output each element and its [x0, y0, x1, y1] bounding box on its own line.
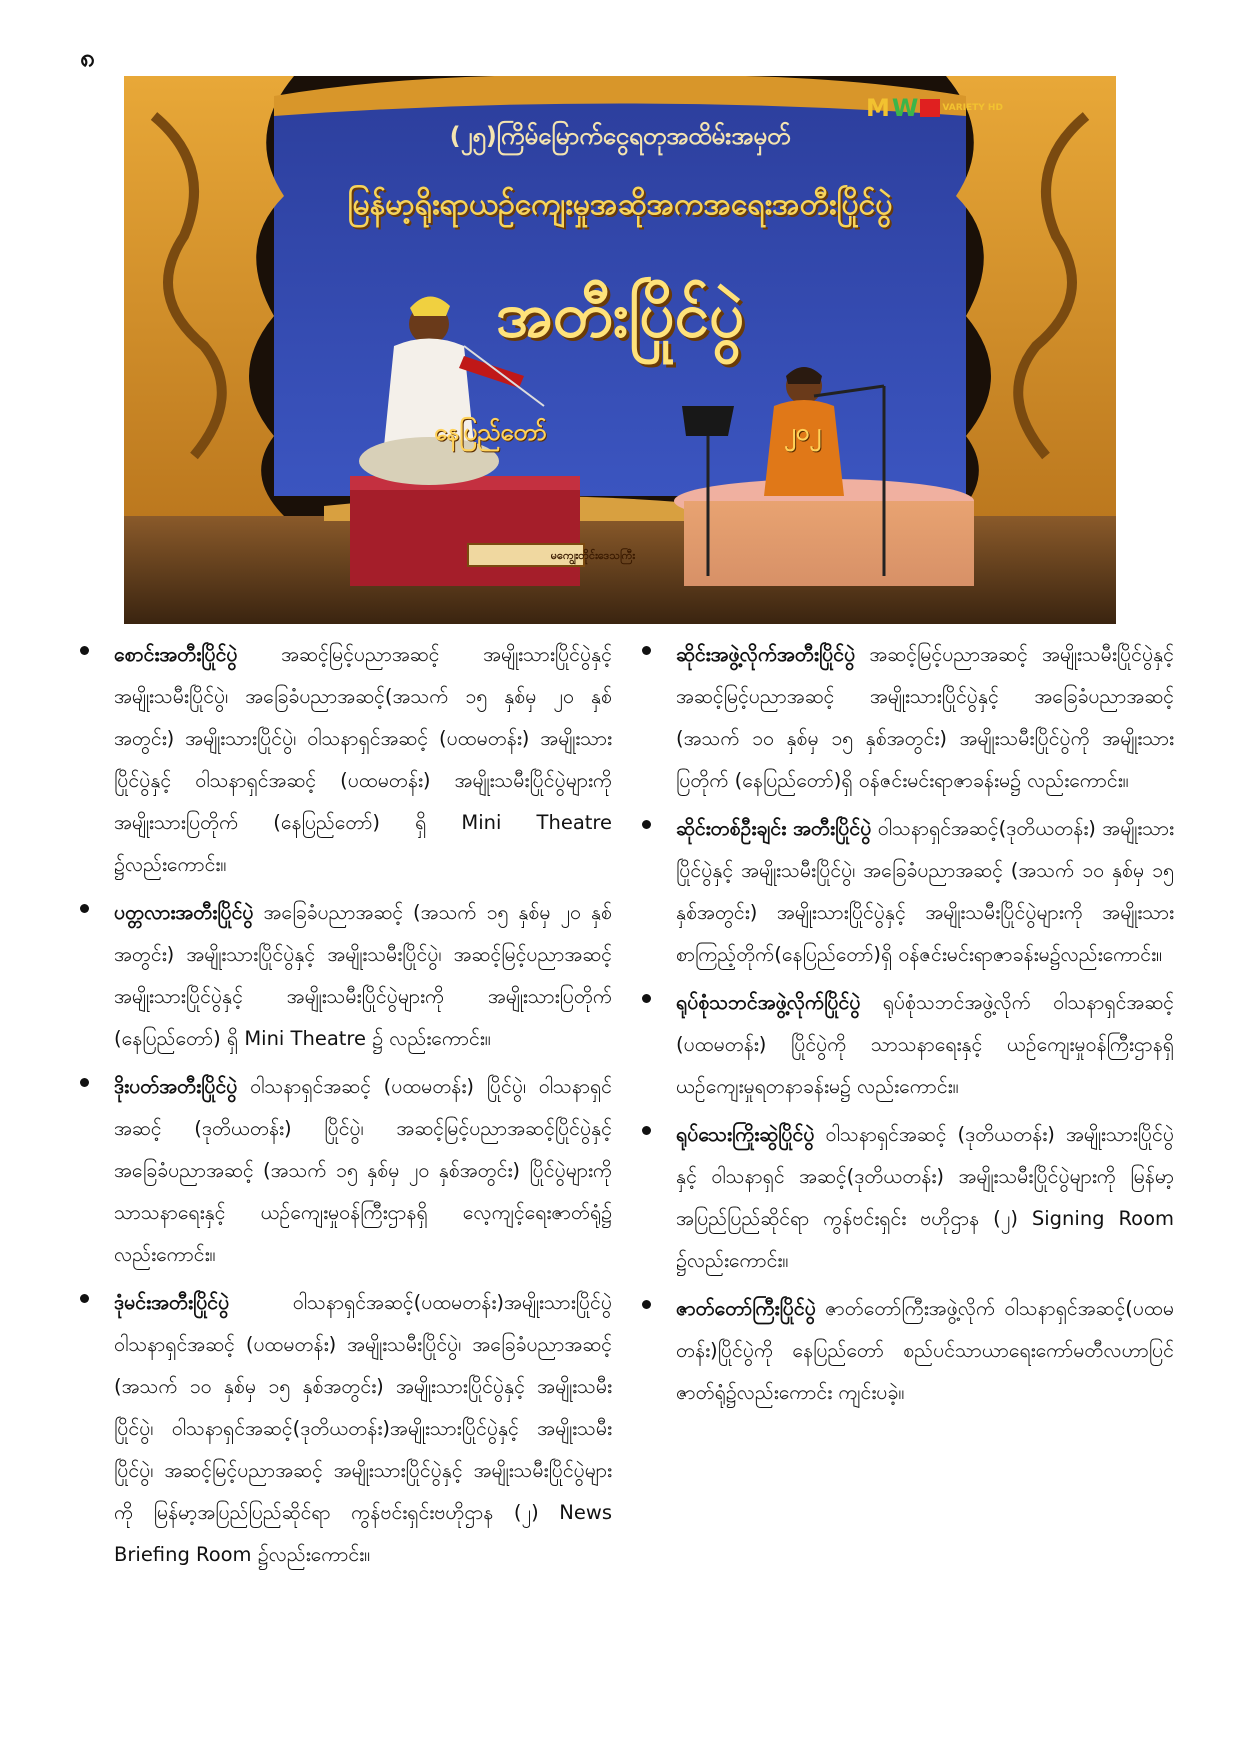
list-item: [72, 634, 612, 886]
list-item-body: အဆင့်မြင့်ပညာအဆင့် အမျိုးသားပြိုင်ပွဲနှင့် အမျိုးသမီးပြိုင်ပွဲ၊ အခြေခံပညာအဆင့်(အသက် ၁၅ နှစ်မှ ၂၀ နှစ်အတွင်း) အမျိုးသားပြိုင်ပွဲ၊ ဝါသနာရှင်အဆင့် (ပထမတန်း) အမျိုးသားပြိုင်ပွဲနှင့် ဝါသနာရှင်အဆင့် (ပထမတန်း) အမျိုးသမီးပြိုင်ပွဲများကို အမျိုးသားပြတိုက် (နေပြည်တော်) ရှိ Mini Theatre ၌လည်းကောင်း။: [114, 643, 612, 876]
banner-subtitle: (၂၅)ကြိမ်မြောက်ငွေရတုအထိမ်းအမှတ်: [449, 122, 791, 150]
list-item-text: [114, 1282, 612, 1576]
list-item-text: [114, 1066, 612, 1276]
podium-label: မကျွေးတိုင်းဒေသကြီး: [550, 549, 636, 562]
list-item-title: ရုပ်သေးကြိုးဆွဲပြိုင်ပွဲ: [676, 1123, 815, 1146]
list-item-text: [676, 634, 1174, 802]
list-item: [634, 1288, 1174, 1414]
list-item: [634, 634, 1174, 802]
bullet-icon: [80, 646, 89, 655]
list-item-text: [676, 982, 1174, 1108]
list-item-title: ပတ္တလားအတီးပြိုင်ပွဲ: [114, 901, 254, 924]
list-item-text: [114, 634, 612, 886]
left-podium: [350, 476, 580, 586]
list-item-title: ဆိုင်းတစ်ဦးချင်း အတီးပြိုင်ပွဲ: [676, 817, 872, 840]
logo-red-box: [920, 99, 940, 117]
bullet-icon: [642, 994, 651, 1003]
bullet-icon: [80, 1078, 89, 1087]
list-item-text: [676, 1288, 1174, 1414]
list-item-body: ဝါသနာရှင်အဆင့်(ဒုတိယတန်း) အမျိုးသားပြိုင်ပွဲနှင့် အမျိုးသမီးပြိုင်ပွဲ၊ အခြေခံပညာအဆင့် (အသက် ၁၀ နှစ်မှ ၁၅ နှစ်အတွင်း) အမျိုးသားပြိုင်ပွဲနှင့် အမျိုးသမီးပြိုင်ပွဲများကို အမျိုးသားစာကြည့်တိုက်(နေပြည်တော်)ရှိ ဝန်ဇင်းမင်းရာဇာခန်းမ၌လည်းကောင်း။: [676, 817, 1175, 966]
banner-title: အတီးပြိုင်ပွဲ: [495, 278, 745, 351]
list-item-title: ရုပ်စုံသဘင်အဖွဲ့လိုက်ပြိုင်ပွဲ: [676, 991, 861, 1014]
list-item-text: [676, 808, 1174, 976]
list-item-body: အဆင့်မြင့်ပညာအဆင့် အမျိုးသမီးပြိုင်ပွဲနှင့် အဆင့်မြင့်ပညာအဆင့် အမျိုးသားပြိုင်ပွဲနှင့် အခြေခံပညာအဆင့် (အသက် ၁၀ နှစ်မှ ၁၅ နှစ်အတွင်း) အမျိုးသမီးပြိုင်ပွဲကို အမျိုးသားပြတိုက် (နေပြည်တော်)ရှိ ဝန်ဇင်းမင်းရာဇာခန်းမ၌ လည်းကောင်း။: [676, 643, 1174, 792]
list-item-body: ရုပ်စုံသဘင်အဖွဲ့လိုက် ဝါသနာရှင်အဆင့် (ပထမတန်း) ပြိုင်ပွဲကို သာသနာရေးနှင့် ယဉ်ကျေးမှုဝန်ကြီးဌာနရှိ ယဉ်ကျေးမှုရတနာခန်းမ၌ လည်းကောင်း။: [676, 991, 1174, 1098]
list-item: [634, 1114, 1174, 1282]
banner-year: ၂၀၂: [784, 418, 822, 446]
list-item-text: [114, 892, 612, 1060]
logo-letter-m: M: [866, 94, 890, 122]
list-item-body: ဇာတ်တော်ကြီးအဖွဲ့လိုက် ဝါသနာရှင်အဆင့်(ပထမတန်း)ပြိုင်ပွဲကို နေပြည်တော် စည်ပင်သာယာရေးကော်မတီလဟာပြင် ဇာတ်ရုံ၌လည်းကောင်း ကျင်းပခဲ့။: [676, 1297, 1174, 1404]
left-column: [72, 634, 612, 1582]
banner-place: နေပြည်တော်: [434, 418, 547, 446]
list-item-title: ဆိုင်းအဖွဲ့လိုက်အတီးပြိုင်ပွဲ: [676, 643, 856, 666]
logo-variety: VARIETY HD: [942, 103, 1003, 113]
list-item-title: ဇာတ်တော်ကြီးပြိုင်ပွဲ: [676, 1297, 816, 1320]
list-item-body: ဝါသနာရှင်အဆင့် (ပထမတန်း) ပြိုင်ပွဲ၊ ဝါသနာရှင်အဆင့် (ဒုတိယတန်း) ပြိုင်ပွဲ၊ အဆင့်မြင့်ပညာအဆင့်ပြိုင်ပွဲနှင့် အခြေခံပညာအဆင့် (အသက် ၁၅ နှစ်မှ ၂၀ နှစ်အတွင်း) ပြိုင်ပွဲများကို သာသနာရေးနှင့် ယဉ်ကျေးမှုဝန်ကြီးဌာနရှိ လေ့ကျင့်ရေးဇာတ်ရုံ၌ လည်းကောင်း။: [114, 1075, 612, 1266]
banner-heading: မြန်မာ့ရိုးရာယဉ်ကျေးမှုအဆိုအကအရေးအတီးပြိုင်ပွဲ: [347, 187, 893, 222]
bullet-icon: [80, 1294, 89, 1303]
right-column: [634, 634, 1174, 1420]
list-item-body: ဝါသနာရှင်အဆင့်(ပထမတန်း)အမျိုးသားပြိုင်ပွဲ ဝါသနာရှင်အဆင့် (ပထမတန်း) အမျိုးသမီးပြိုင်ပွဲ၊ အခြေခံပညာအဆင့် (အသက် ၁၀ နှစ်မှ ၁၅ နှစ်အတွင်း) အမျိုးသားပြိုင်ပွဲနှင့် အမျိုးသမီးပြိုင်ပွဲ၊ ဝါသနာရှင်အဆင့်(ဒုတိယတန်း)အမျိုးသားပြိုင်ပွဲနှင့် အမျိုးသမီးပြိုင်ပွဲ၊ အဆင့်မြင့်ပညာအဆင့် အမျိုးသားပြိုင်ပွဲနှင့် အမျိုးသမီးပြိုင်ပွဲများကို မြန်မာ့အပြည်ပြည်ဆိုင်ရာ ကွန်ဗင်းရှင်းဗဟိုဌာန (၂) News Briefing Room ၌လည်းကောင်း။: [114, 1291, 612, 1566]
list-item: [634, 808, 1174, 976]
channel-logo: [866, 94, 1003, 122]
list-item: [72, 1066, 612, 1276]
list-item-title: စောင်းအတီးပြိုင်ပွဲ: [114, 643, 238, 666]
list-item-text: [676, 1114, 1174, 1282]
bullet-icon: [642, 820, 651, 829]
list-item: [72, 1282, 612, 1576]
bullet-icon: [642, 1300, 651, 1309]
list-item: [634, 982, 1174, 1108]
list-item-title: ဒိုးပတ်အတီးပြိုင်ပွဲ: [114, 1075, 238, 1098]
list-item-title: ဒုံမင်းအတီးပြိုင်ပွဲ: [114, 1291, 230, 1314]
list-item-body: ဝါသနာရှင်အဆင့် (ဒုတိယတန်း) အမျိုးသားပြိုင်ပွဲနှင့် ဝါသနာရှင် အဆင့်(ဒုတိယတန်း) အမျိုးသမီးပြိုင်ပွဲများကို မြန်မာ့အပြည်ပြည်ဆိုင်ရာ ကွန်ဗင်းရှင်း ဗဟိုဌာန (၂) Signing Room ၌လည်းကောင်း။: [676, 1123, 1174, 1272]
list-item-body: အခြေခံပညာအဆင့် (အသက် ၁၅ နှစ်မှ ၂၀ နှစ်အတွင်း) အမျိုးသားပြိုင်ပွဲနှင့် အမျိုးသမီးပြိုင်ပွဲ၊ အဆင့်မြင့်ပညာအဆင့် အမျိုးသားပြိုင်ပွဲနှင့် အမျိုးသမီးပြိုင်ပွဲများကို အမျိုးသားပြတိုက် (နေပြည်တော်) ရှိ Mini Theatre ၌ လည်းကောင်း။: [114, 901, 612, 1050]
bullet-icon: [642, 1126, 651, 1135]
bullet-icon: [642, 646, 651, 655]
list-item: [72, 892, 612, 1060]
logo-letter-w: W: [891, 94, 919, 122]
page-number: ၈: [80, 43, 95, 73]
stage-photo: [124, 76, 1116, 624]
bullet-icon: [80, 904, 89, 913]
